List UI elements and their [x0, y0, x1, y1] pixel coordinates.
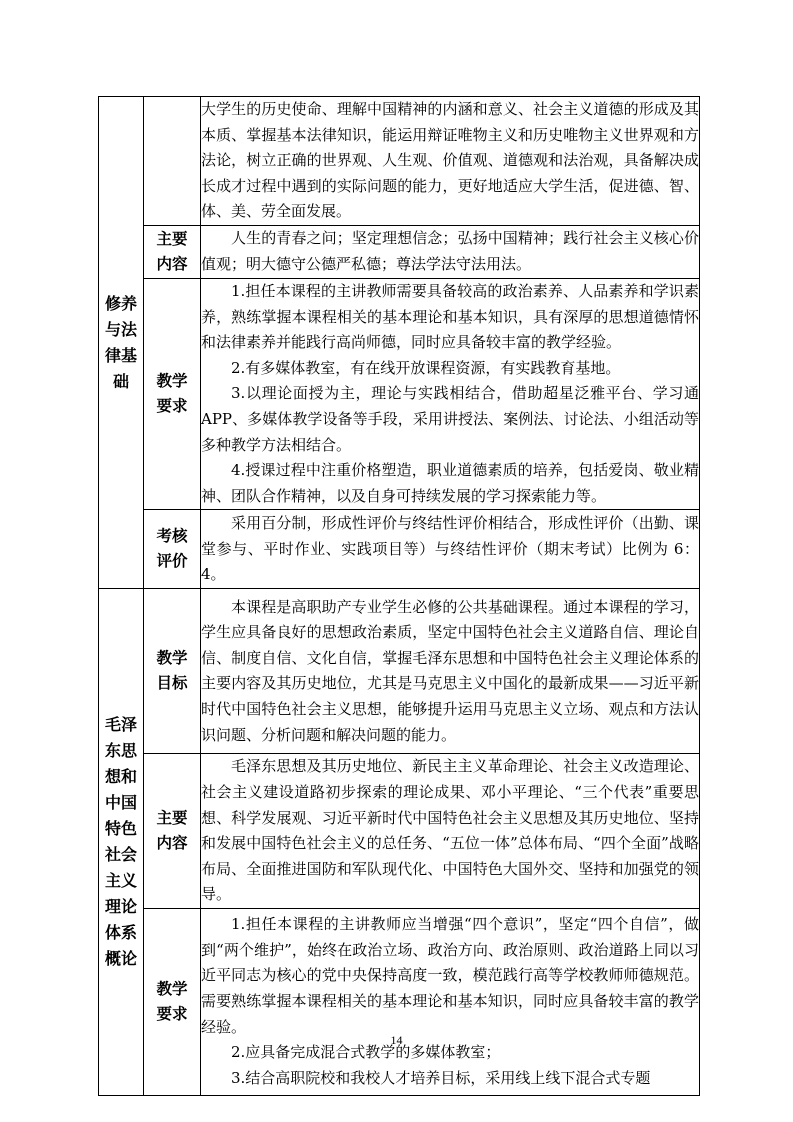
course-name-cell [99, 589, 144, 1096]
req-item: 3.结合高职院校和我校人才培养目标，采用线上线下混合式专题 [231, 1068, 651, 1087]
req-item: 4.授课过程中注重价格塑造，职业道德素质的培养，包括爱岗、敬业精神、团队合作精神，以及自身可持续发展的学习探索能力等。 [201, 461, 699, 505]
label-cell [144, 278, 201, 509]
eval-text: 采用百分制，形成性评价与终结性评价相结合，形成性评价（出勤、课堂参与、平时作业、实践项目等）与终结性评价（期末考试）比例为 6：4。 [201, 513, 699, 584]
course-name: 毛泽东思想和中国特色社会主义理论体系概论 [105, 715, 138, 969]
table-row [99, 589, 700, 754]
table-row [99, 225, 700, 278]
label-cell [144, 908, 201, 1095]
req-item: 2.应具备完成混合式教学的多媒体教室； [231, 1043, 501, 1062]
req-label: 教学要求 [156, 979, 188, 1023]
content-text: 人生的青春之问；坚定理想信念；弘扬中国精神；践行社会主义核心价值观；明大德守公德严私德；尊法学法守法用法。 [201, 229, 699, 273]
content-label: 主要内容 [156, 809, 188, 853]
eval-label: 考核评价 [156, 527, 188, 571]
table-row [99, 278, 700, 509]
label-cell [144, 510, 201, 589]
goal-cell [201, 97, 700, 226]
label-cell [144, 754, 201, 909]
label-cell [144, 225, 201, 278]
course-name-cell [99, 97, 144, 589]
table-row [99, 97, 700, 226]
table-row [99, 908, 700, 1095]
req-cell [201, 278, 700, 509]
req-item: 1.担任本课程的主讲教师需要具备较高的政治素养、人品素养和学识素养，熟练掌握本课程相关的基本理论和基本知识，具有深厚的思想道德情怀和法律素养并能践行高尚师德，同时应具备较丰富的教学经验。 [201, 281, 699, 352]
content-label: 主要内容 [156, 229, 188, 273]
req-item: 1.担任本课程的主讲教师应当增强“四个意识”，坚定“四个自信”，做到“两个维护”，始终在政治立场、政治方向、政治原则、政治道路上同以习近平同志为核心的党中央保持高度一致，模范践行高等学校教师师德规范。需要熟练掌握本课程相关的基本理论和基本知识，同时应具备较丰富的教学经验。 [201, 915, 699, 1036]
course-name: 修养与法律基础 [105, 293, 138, 391]
content-cell [201, 754, 700, 909]
req-label: 教学要求 [156, 372, 188, 416]
goal-label: 教学目标 [156, 649, 188, 693]
content-text: 毛泽东思想及其历史地位、新民主主义革命理论、社会主义改造理论、社会主义建设道路初步探索的理论成果、邓小平理论、“三个代表”重要思想、科学发展观、习近平新时代中国特色社会主义思想及其历史地位、坚持和发展中国特色社会主义的总任务、“五位一体”总体布局、“四个全面”战略布局、全面推进国防和军队现代化、中国特色大国外交、坚持和加强党的领导。 [201, 757, 699, 904]
eval-cell [201, 510, 700, 589]
req-cell [201, 908, 700, 1095]
req-item: 2.有多媒体教室，有在线开放课程资源，有实践教育基地。 [231, 358, 621, 377]
label-cell [144, 589, 201, 754]
course-table [98, 96, 700, 1096]
goal-text: 大学生的历史使命、理解中国精神的内涵和意义、社会主义道德的形成及其本质、掌握基本法律知识，能运用辩证唯物主义和历史唯物主义世界观和方法论，树立正确的世界观、人生观、价值观、道德观和法治观，具备解决成长成才过程中遇到的实际问题的能力，更好地适应大学生活，促进德、智、体、美、劳全面发展。 [201, 100, 699, 221]
table-row [99, 510, 700, 589]
goal-cell [201, 589, 700, 754]
table-row [99, 754, 700, 909]
req-item: 3.以理论面授为主，理论与实践相结合，借助超星泛雅平台、学习通 APP、多媒体教学设备等手段，采用讲授法、案例法、讨论法、小组活动等多种教学方法相结合。 [201, 384, 699, 454]
page-number: 14 [390, 1033, 403, 1047]
label-cell-empty [144, 97, 201, 226]
content-cell [201, 225, 700, 278]
goal-text: 本课程是高职助产专业学生必修的公共基础课程。通过本课程的学习，学生应具备良好的思想政治素质，坚定中国特色社会主义道路自信、理论自信、制度自信、文化自信，掌握毛泽东思想和中国特色社会主义理论体系的主要内容及其历史地位，尤其是马克思主义中国化的最新成果——习近平新时代中国特色社会主义思想，能够提升运用马克思主义立场、观点和方法认识问题、分析问题和解决问题的能力。 [201, 597, 699, 744]
